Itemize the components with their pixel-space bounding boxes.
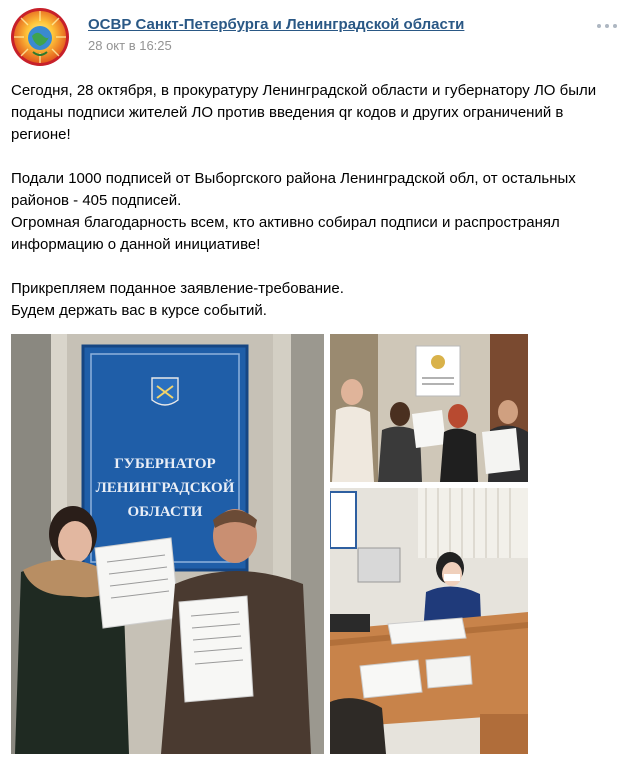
post-author-link[interactable]: ОСВР Санкт-Петербурга и Ленинградской области <box>88 16 465 33</box>
paragraph-gap <box>11 256 621 278</box>
post-paragraph: Будем держать вас в курсе событий. <box>11 302 267 319</box>
post-photo-governor-sign[interactable] <box>11 334 324 754</box>
paragraph-gap <box>11 146 621 168</box>
post-paragraph: Подали 1000 подписей от Выборгского района Ленинградской обл, от остальных районов - 405 подписей. <box>11 170 576 209</box>
photo-image <box>330 488 528 754</box>
post-photo-group[interactable] <box>330 334 528 482</box>
sign-line: ОБЛАСТИ <box>127 504 203 520</box>
group-logo-icon <box>11 8 69 66</box>
post-date[interactable]: 28 окт в 16:25 <box>88 38 172 53</box>
more-horizontal-icon[interactable] <box>595 18 619 34</box>
post-paragraph: Огромная благодарность всем, кто активно собирал подписи и распространял информацию о данной инициативе! <box>11 214 560 253</box>
photo-image <box>330 334 528 482</box>
sign-line: ГУБЕРНАТОР <box>114 456 216 472</box>
photo-image <box>11 334 324 754</box>
sign-line: ЛЕНИНГРАДСКОЙ <box>95 480 235 496</box>
post-text <box>11 80 621 322</box>
post-photo-reception[interactable] <box>330 488 528 754</box>
post-paragraph: Сегодня, 28 октября, в прокуратуру Ленинградской области и губернатору ЛО были поданы подписи жителей ЛО против введения qr кодов и других ограничений в регионе! <box>11 82 597 143</box>
group-avatar[interactable] <box>11 8 69 66</box>
post-paragraph: Прикрепляем поданное заявление-требование. <box>11 280 344 297</box>
